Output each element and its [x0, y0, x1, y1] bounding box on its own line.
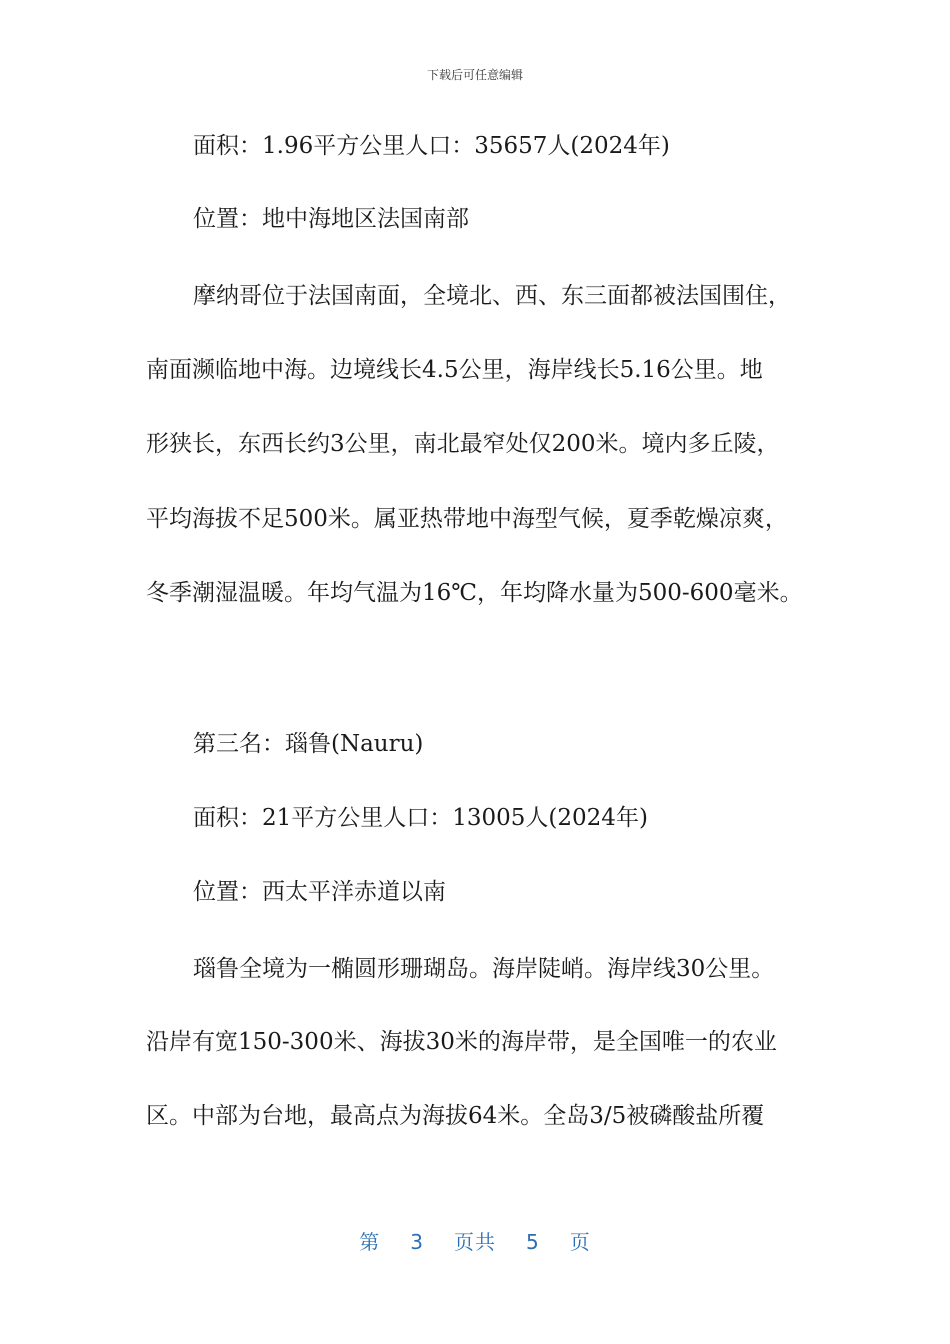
page-prefix: 第 — [359, 1230, 381, 1254]
monaco-desc-line-2: 南面濒临地中海。边境线长4.5公里，海岸线长5.16公里。地 — [146, 357, 763, 383]
monaco-desc-line-1: 摩纳哥位于法国南面，全境北、西、东三面都被法国围住， — [193, 283, 791, 309]
monaco-area-population: 面积：1.96平方公里人口：35657人(2024年) — [193, 133, 670, 159]
nauru-desc-line-3: 区。中部为台地，最高点为海拔64米。全岛3/5被磷酸盐所覆 — [146, 1103, 765, 1129]
page-total: 5 — [526, 1230, 540, 1254]
nauru-location: 位置：西太平洋赤道以南 — [193, 879, 446, 905]
nauru-heading: 第三名：瑙鲁(Nauru) — [193, 731, 424, 757]
monaco-desc-line-4: 平均海拔不足500米。属亚热带地中海型气候，夏季乾燥凉爽， — [146, 506, 788, 532]
nauru-area-population: 面积：21平方公里人口：13005人(2024年) — [193, 805, 648, 831]
monaco-location: 位置：地中海地区法国南部 — [193, 206, 469, 232]
nauru-desc-line-1: 瑙鲁全境为一椭圆形珊瑚岛。海岸陡峭。海岸线30公里。 — [193, 956, 775, 982]
monaco-desc-line-5: 冬季潮湿温暖。年均气温为16℃，年均降水量为500-600毫米。 — [146, 580, 803, 606]
nauru-desc-line-2: 沿岸有宽150-300米、海拔30米的海岸带，是全国唯一的农业 — [146, 1029, 777, 1055]
header-note: 下载后可任意编辑 — [426, 68, 523, 82]
page-current: 3 — [410, 1230, 424, 1254]
page-footer — [0, 1226, 950, 1255]
monaco-desc-line-3: 形狭长，东西长约3公里，南北最窄处仅200米。境内多丘陵， — [146, 431, 780, 457]
page-middle: 页共 — [454, 1230, 496, 1254]
page-suffix: 页 — [569, 1230, 591, 1254]
